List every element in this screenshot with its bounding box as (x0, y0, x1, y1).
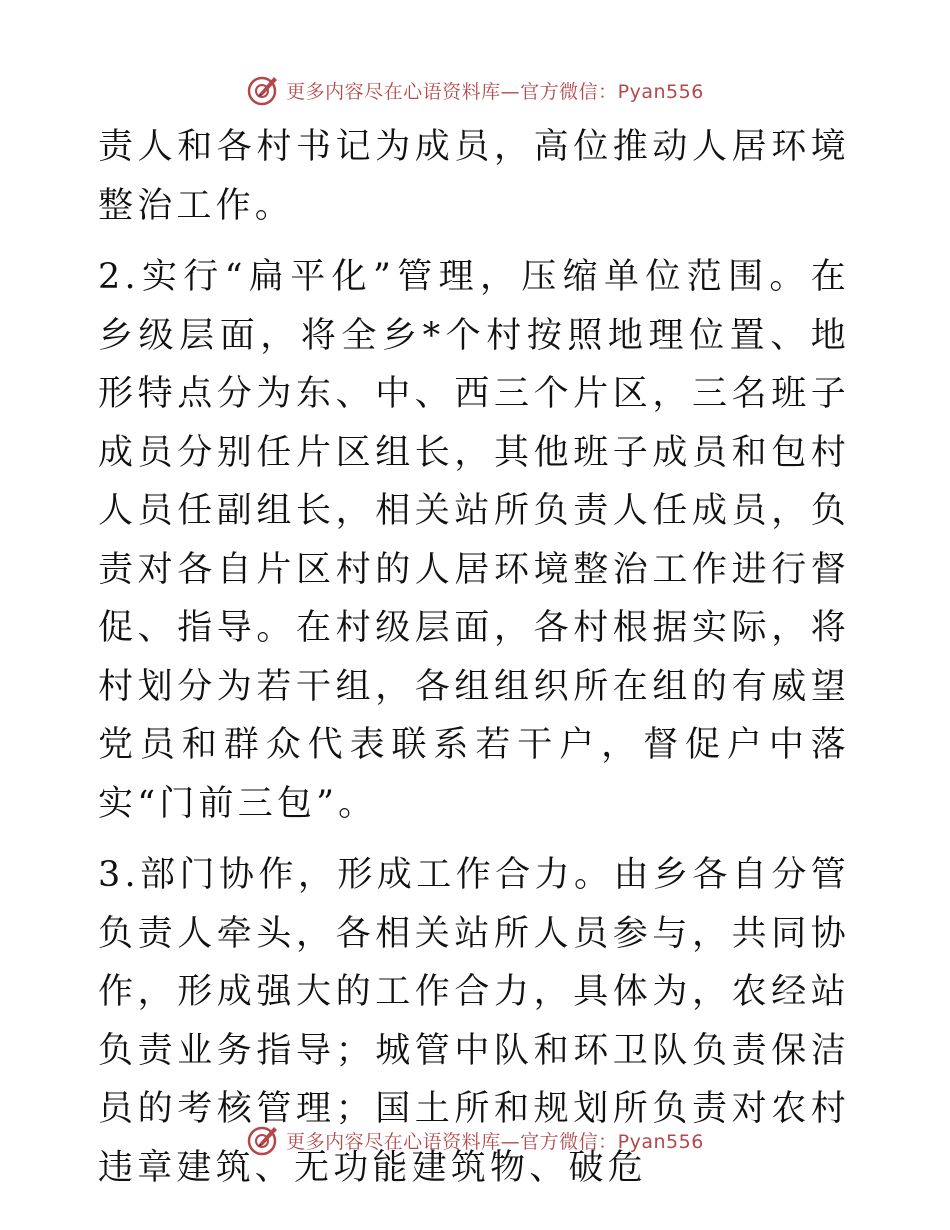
paragraph-3: 3.部门协作，形成工作合力。由乡各自分管负责人牵头，各相关站所人员参与，共同协作，形成强大的工作合力，具体为，农经站负责业务指导；城管中队和环卫队负责保洁员的考核管理；国土所和规划所负责对农村违章建筑、无功能建筑物、破危 (98, 855, 850, 1188)
footer-watermark-banner (0, 1120, 950, 1160)
pen-nib-logo-icon (246, 73, 280, 107)
header-watermark-banner (0, 70, 950, 110)
document-body (98, 118, 850, 1197)
watermark-text: 更多内容尽在心语资料库—官方微信：Pyan556 (286, 80, 704, 103)
paragraph-1: 责人和各村书记为成员，高位推动人居环境整治工作。 (98, 127, 850, 226)
paragraph-2: 2.实行“扁平化”管理，压缩单位范围。在乡级层面，将全乡*个村按照地理位置、地形特点分为东、中、西三个片区，三名班子成员分别任片区组长，其他班子成员和包村人员任副组长，相关站所负责人任成员，负责对各自片区村的人居环境整治工作进行督促、指导。在村级层面，各村根据实际，将村划分为若干组，各组组织所在组的有威望党员和群众代表联系若干户，督促户中落实“门前三包”。 (98, 257, 850, 824)
watermark-text: 更多内容尽在心语资料库—官方微信：Pyan556 (286, 1130, 704, 1153)
pen-nib-logo-icon (246, 1123, 280, 1157)
